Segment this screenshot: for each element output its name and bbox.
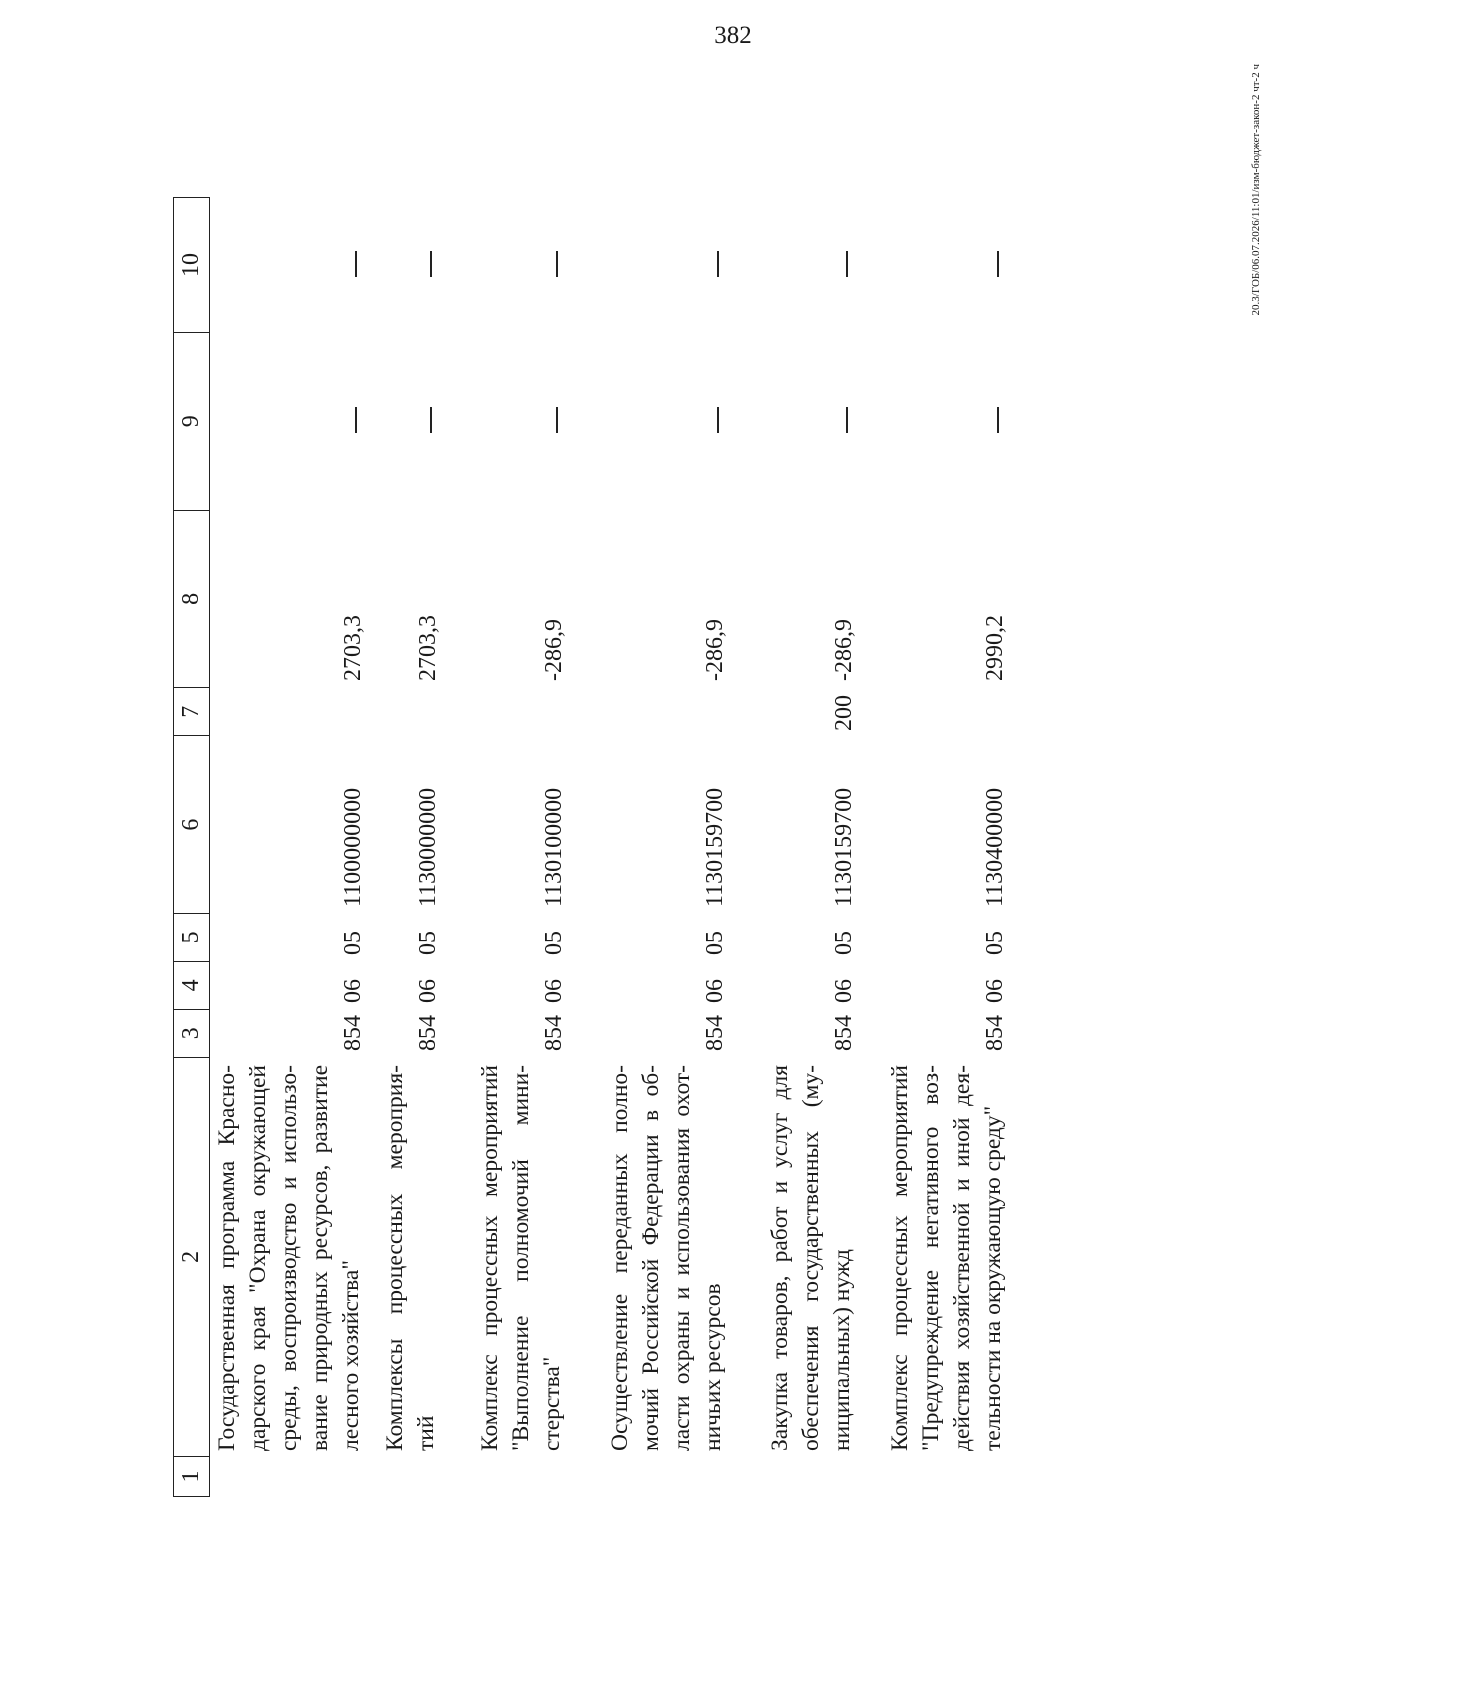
cell-code-7: 200	[831, 695, 857, 731]
footer-code: 20.3/ГОБ/06.07.2026/11:01/изм-бюджет-закон-2 чт-2 ч	[1250, 64, 1262, 316]
row-title	[212, 1065, 367, 1451]
dash-c10	[556, 251, 558, 277]
cell-code-5: 05	[415, 931, 441, 955]
cell-code-4: 06	[702, 979, 728, 1003]
row-title	[605, 1065, 729, 1451]
row-title-line: тельности на окружающую среду"	[980, 1105, 1006, 1451]
row-title-line: Комплекс процессных мероприятий	[887, 1065, 913, 1451]
row-title-line: "Выполнение полномочий мини-	[508, 1065, 534, 1451]
dash-c9	[846, 407, 848, 433]
row-title-line: Осуществление переданных полно-	[607, 1065, 633, 1451]
cell-code-3: 854	[831, 1015, 857, 1051]
row-title-line: ласти охраны и использования охот-	[669, 1065, 695, 1451]
header-col-4: 4	[174, 961, 209, 1009]
cell-code-3: 854	[340, 1015, 366, 1051]
row-title-line: Закупка товаров, работ и услуг для	[767, 1065, 793, 1451]
cell-code-3: 854	[541, 1015, 567, 1051]
table-header-row	[173, 197, 210, 1497]
cell-code-6: 1130159700	[831, 787, 857, 907]
header-col-9: 9	[174, 332, 209, 510]
cell-code-4: 06	[415, 979, 441, 1003]
page-number: 382	[714, 22, 752, 49]
cell-amount: -286,9	[702, 619, 728, 681]
header-col-2: 2	[174, 1057, 209, 1456]
dash-c10	[997, 251, 999, 277]
cell-amount: 2703,3	[415, 615, 441, 681]
cell-code-6: 1130100000	[541, 787, 567, 907]
dash-c9	[997, 407, 999, 433]
cell-amount: -286,9	[831, 619, 857, 681]
cell-code-4: 06	[340, 979, 366, 1003]
row-title-line: лесного хозяйства"	[338, 1260, 364, 1451]
row-title-line: среды, воспроизводство и использо-	[276, 1065, 302, 1451]
row-title-line: дарского края "Охрана окружающей	[245, 1065, 271, 1451]
row-title-line: Государственная программа Красно-	[214, 1065, 240, 1451]
row-title-line: вание природных ресурсов, развитие	[307, 1065, 333, 1451]
cell-code-5: 05	[702, 931, 728, 955]
cell-code-3: 854	[982, 1015, 1008, 1051]
row-title-line: Комплекс процессных мероприятий	[477, 1065, 503, 1451]
header-col-1: 1	[174, 1456, 209, 1496]
row-title-line: тий	[413, 1415, 439, 1451]
row-title	[380, 1065, 442, 1451]
header-col-3: 3	[174, 1009, 209, 1057]
row-title	[475, 1065, 568, 1451]
dash-c10	[430, 251, 432, 277]
cell-code-6: 1130400000	[982, 787, 1008, 907]
header-col-10: 10	[178, 252, 204, 277]
cell-code-4: 06	[541, 979, 567, 1003]
header-col-5: 5	[174, 913, 209, 961]
cell-code-6: 1130000000	[415, 787, 441, 907]
row-title	[765, 1065, 858, 1451]
cell-code-5: 05	[982, 931, 1008, 955]
cell-amount: 2990,2	[982, 615, 1008, 681]
cell-code-5: 05	[340, 931, 366, 955]
dash-c10	[717, 251, 719, 277]
row-title-line: мочий Российской Федерации в об-	[638, 1065, 664, 1451]
cell-code-3: 854	[415, 1015, 441, 1051]
dash-c10	[355, 251, 357, 277]
row-title-line: "Предупреждение негативного воз-	[918, 1065, 944, 1451]
row-title-line: ниципальных) нужд	[829, 1249, 855, 1451]
dash-c9	[556, 407, 558, 433]
row-title-line: Комплексы процессных мероприя-	[382, 1065, 408, 1451]
cell-code-5: 05	[541, 931, 567, 955]
header-col-8: 8	[174, 510, 209, 688]
cell-code-6: 1100000000	[340, 787, 366, 907]
dash-c9	[355, 407, 357, 433]
dash-c10	[846, 251, 848, 277]
row-title-line: обеспечения государственных (му-	[798, 1065, 824, 1451]
row-title	[885, 1065, 1009, 1451]
dash-c9	[430, 407, 432, 433]
header-col-7: 7	[174, 687, 209, 735]
dash-c9	[717, 407, 719, 433]
cell-code-3: 854	[702, 1015, 728, 1051]
cell-code-4: 06	[982, 979, 1008, 1003]
cell-amount: 2703,3	[340, 615, 366, 681]
cell-code-6: 1130159700	[702, 787, 728, 907]
cell-amount: -286,9	[541, 619, 567, 681]
row-title-line: стерства"	[539, 1356, 565, 1451]
row-title-line: ничьих ресурсов	[700, 1283, 726, 1451]
cell-code-4: 06	[831, 979, 857, 1003]
cell-code-5: 05	[831, 931, 857, 955]
header-col-6: 6	[174, 735, 209, 913]
row-title-line: действия хозяйственной и иной дея-	[949, 1065, 975, 1451]
